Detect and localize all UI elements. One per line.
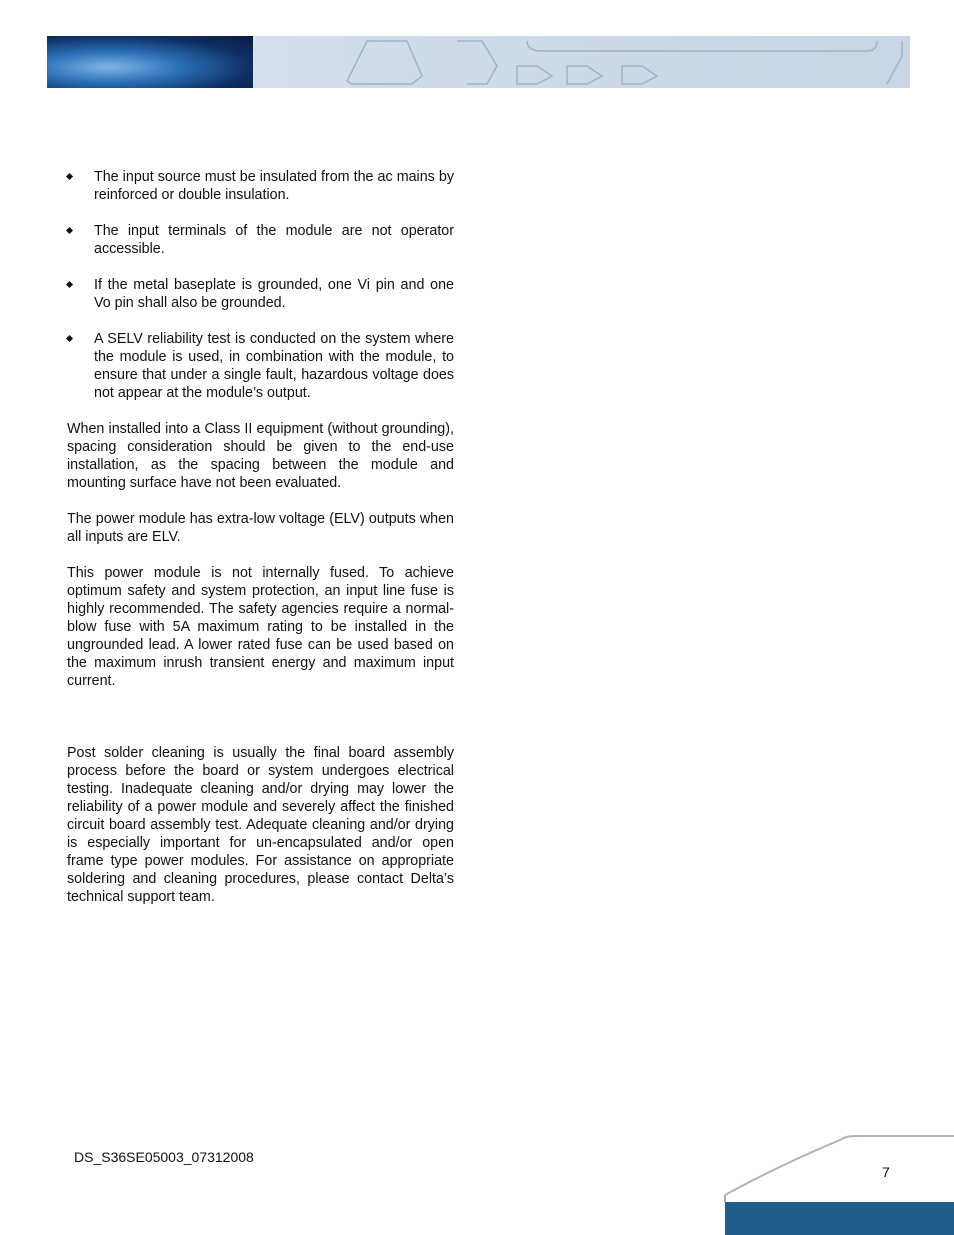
main-content xyxy=(67,168,454,924)
cleaning-paragraph: Post solder cleaning is usually the final board assembly process before the board or system undergoes electrical testing. Inadequate cleaning and/or drying may lower the reliability of a power module and severely affect the finished circuit board assembly test. Adequate cleaning and/or drying is especially important for un-encapsulated and/or open frame type power modules. For assistance on appropriate soldering and cleaning procedures, please contact Delta’s technical support team. xyxy=(67,745,454,905)
elv-paragraph: The power module has extra-low voltage (ELV) outputs when all inputs are ELV. xyxy=(67,511,454,545)
diamond-bullet-icon xyxy=(66,227,73,234)
bullet-text: A SELV reliability test is conducted on the system where the module is used, in combination with the module, to ensure that under a single fault, hazardous voltage does not appear at the module’s output. xyxy=(94,331,454,401)
bullet-item xyxy=(67,276,454,312)
class-ii-paragraph: When installed into a Class II equipment (without grounding), spacing consideration should be given to the end-use installation, as the spacing between the module and mounting surface have not been evaluated. xyxy=(67,421,454,491)
diamond-bullet-icon xyxy=(66,173,73,180)
diamond-bullet-icon xyxy=(66,335,73,342)
bullet-item xyxy=(67,222,454,258)
diamond-bullet-icon xyxy=(66,281,73,288)
bullet-text: The input terminals of the module are not operator accessible. xyxy=(94,223,454,257)
bullet-text: If the metal baseplate is grounded, one Vi pin and one Vo pin shall also be grounded. xyxy=(94,277,454,311)
fuse-paragraph: This power module is not internally fused. To achieve optimum safety and system protection, an input line fuse is highly recommended. The safety agencies require a normal-blow fuse with 5A maximum rating to be installed in the ungrounded lead. A lower rated fuse can be used based on the maximum inrush transient energy and maximum input current. xyxy=(67,565,454,689)
section-gap xyxy=(67,708,454,744)
bullet-item xyxy=(67,330,454,402)
banner-decoration xyxy=(47,36,910,88)
header-banner xyxy=(47,36,910,88)
page-number: 7 xyxy=(882,1164,890,1180)
bullet-text: The input source must be insulated from the ac mains by reinforced or double insulation. xyxy=(94,169,454,203)
document-code: DS_S36SE05003_07312008 xyxy=(74,1149,254,1165)
bullet-item xyxy=(67,168,454,204)
footer-swoosh-graphic xyxy=(720,1130,954,1235)
